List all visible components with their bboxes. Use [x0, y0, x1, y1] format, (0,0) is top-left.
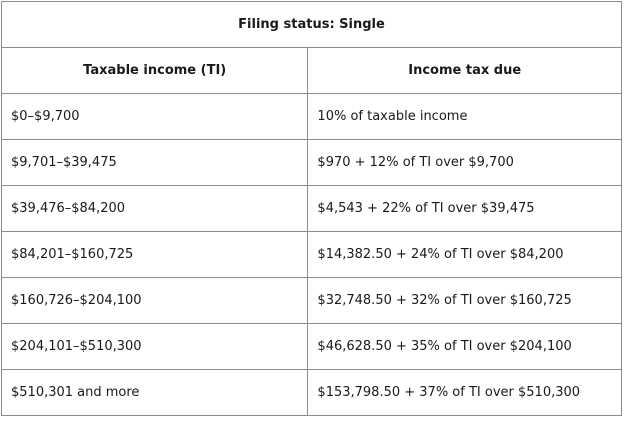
column-header-income-tax-due: Income tax due: [308, 48, 622, 94]
tax-due-cell: $4,543 + 22% of TI over $39,475: [308, 186, 622, 232]
tax-due-cell: $32,748.50 + 32% of TI over $160,725: [308, 278, 622, 324]
income-range-cell: $204,101–$510,300: [2, 324, 308, 370]
tax-due-cell: 10% of taxable income: [308, 94, 622, 140]
column-header-taxable-income: Taxable income (TI): [2, 48, 308, 94]
income-range-cell: $510,301 and more: [2, 370, 308, 416]
income-range-cell: $0–$9,700: [2, 94, 308, 140]
tax-due-cell: $970 + 12% of TI over $9,700: [308, 140, 622, 186]
table-title: Filing status: Single: [2, 2, 622, 48]
table-header-row: [2, 48, 622, 94]
tax-bracket-table: [1, 1, 622, 416]
table-row: [2, 94, 622, 140]
tax-due-cell: $46,628.50 + 35% of TI over $204,100: [308, 324, 622, 370]
income-range-cell: $9,701–$39,475: [2, 140, 308, 186]
income-range-cell: $84,201–$160,725: [2, 232, 308, 278]
table-row: [2, 278, 622, 324]
table-row: [2, 186, 622, 232]
income-range-cell: $39,476–$84,200: [2, 186, 308, 232]
tax-due-cell: $153,798.50 + 37% of TI over $510,300: [308, 370, 622, 416]
table-title-row: [2, 2, 622, 48]
table-row: [2, 324, 622, 370]
tax-due-cell: $14,382.50 + 24% of TI over $84,200: [308, 232, 622, 278]
income-range-cell: $160,726–$204,100: [2, 278, 308, 324]
table-row: [2, 140, 622, 186]
table-row: [2, 232, 622, 278]
table-row: [2, 370, 622, 416]
